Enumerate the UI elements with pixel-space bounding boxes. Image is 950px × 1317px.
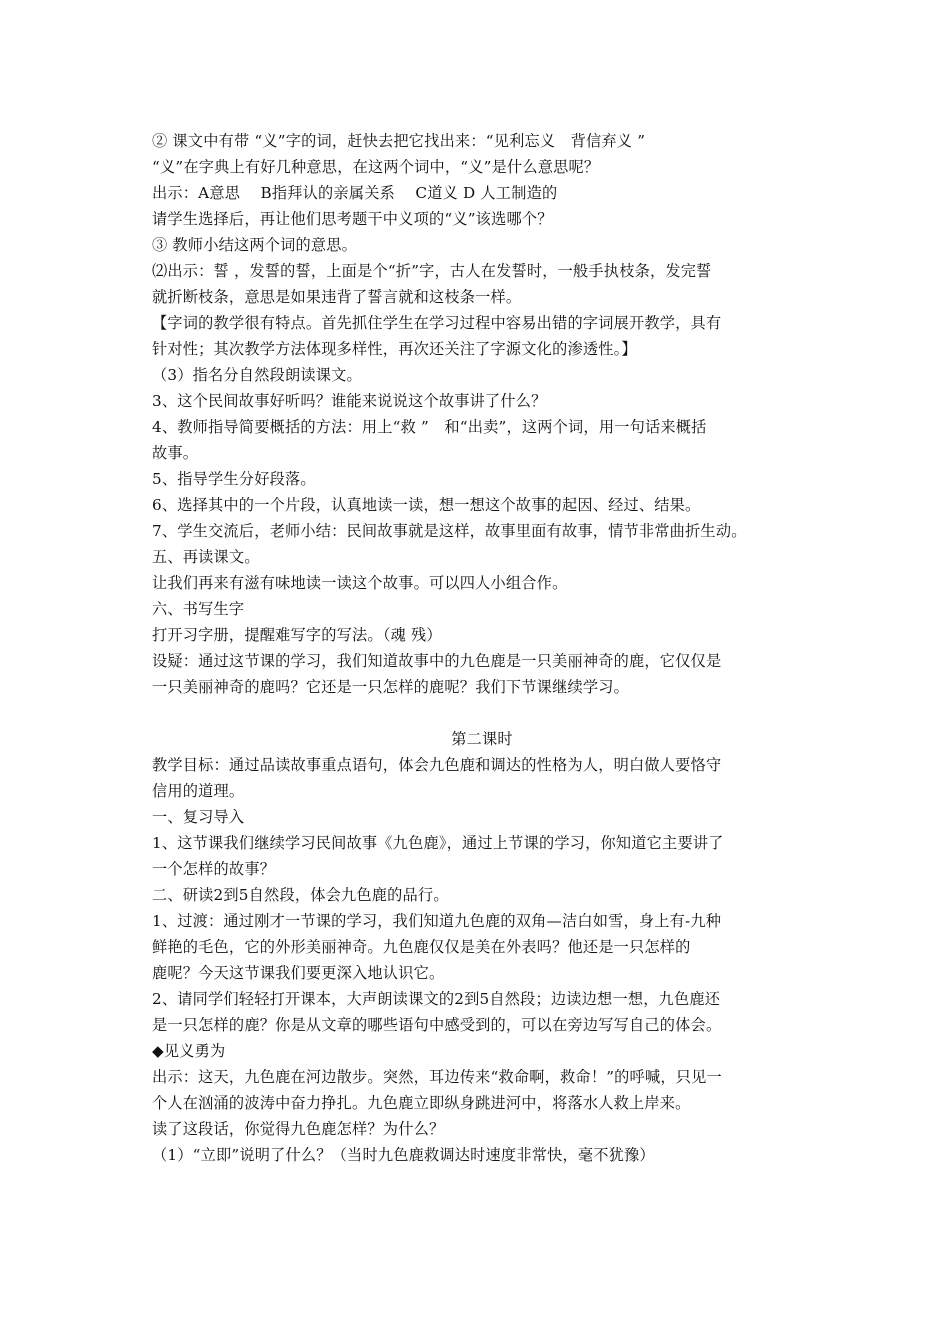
section-title: 第二课时	[451, 730, 513, 748]
text-line: （1）“立即”说明了什么？（当时九色鹿救调达时速度非常快，毫不犹豫）	[152, 1146, 655, 1164]
text-line: 一只美丽神奇的鹿吗？它还是一只怎样的鹿呢？我们下节课继续学习。	[152, 678, 630, 696]
text-line: 2、请同学们轻轻打开课本，大声朗读课文的2到5自然段；边读边想一想，九色鹿还	[152, 990, 721, 1008]
lesson-one-continuation	[152, 128, 812, 700]
text-line: 信用的道理。	[152, 782, 245, 800]
text-line: ② 课文中有带 “义”字的词，赶快去把它找出来：“见利忘义 背信弃义 ”	[152, 132, 646, 150]
text-line: 设疑：通过这节课的学习，我们知道故事中的九色鹿是一只美丽神奇的鹿，它仅仅是	[152, 652, 722, 670]
text-line: ⑵出示：誓 ，发誓的誓，上面是个“折”字，古人在发誓时，一般手执枝条，发完誓	[152, 262, 712, 280]
text-line: 二、研读2到5自然段，体会九色鹿的品行。	[152, 886, 449, 904]
text-line: 一个怎样的故事？	[152, 860, 276, 878]
text-line: 鲜艳的毛色，它的外形美丽神奇。九色鹿仅仅是美在外表吗？他还是一只怎样的	[152, 938, 691, 956]
text-line: 出示：这天，九色鹿在河边散步。突然，耳边传来“救命啊，救命！”的呼喊，只见一	[152, 1068, 722, 1086]
text-line: 个人在汹涌的波涛中奋力挣扎。九色鹿立即纵身跳进河中，将落水人救上岸来。	[152, 1094, 691, 1112]
text-line: 是一只怎样的鹿？你是从文章的哪些语句中感受到的，可以在旁边写写自己的体会。	[152, 1016, 722, 1034]
text-line: 让我们再来有滋有味地读一读这个故事。可以四人小组合作。	[152, 574, 568, 592]
text-line: 读了这段话，你觉得九色鹿怎样？为什么？	[152, 1120, 445, 1138]
text-line: 1、过渡：通过刚才一节课的学习，我们知道九色鹿的双角—洁白如雪，身上有-九种	[152, 912, 722, 930]
text-line: 针对性；其次教学方法体现多样性，再次还关注了字源文化的渗透性。】	[152, 340, 637, 358]
text-line: ◆见义勇为	[152, 1042, 226, 1060]
text-line: 3、这个民间故事好听吗？谁能来说说这个故事讲了什么？	[152, 392, 547, 410]
text-line: 六、书写生字	[152, 600, 245, 618]
text-line: 五、再读课文。	[152, 548, 260, 566]
text-line: 请学生选择后，再让他们思考题干中义项的“义”该选哪个？	[152, 210, 553, 228]
text-line: 出示：A意思 B指拜认的亲属关系 C道义 D 人工制造的	[152, 184, 558, 202]
lesson-two-content	[152, 752, 812, 1168]
text-line: “义”在字典上有好几种意思，在这两个词中，“义”是什么意思呢？	[152, 158, 600, 176]
text-line: 5、指导学生分好段落。	[152, 470, 316, 488]
text-line: 4、教师指导简要概括的方法：用上“救 ” 和“出卖”，这两个词，用一句话来概括	[152, 418, 707, 436]
text-line: 鹿呢？今天这节课我们要更深入地认识它。	[152, 964, 445, 982]
text-line: 7、学生交流后，老师小结：民间故事就是这样，故事里面有故事，情节非常曲折生动。	[152, 522, 747, 540]
text-line: 一、复习导入	[152, 808, 245, 826]
text-line: 1、这节课我们继续学习民间故事《九色鹿》，通过上节课的学习，你知道它主要讲了	[152, 834, 724, 852]
text-line: （3）指名分自然段朗读课文。	[152, 366, 362, 384]
section-gap	[152, 700, 812, 726]
text-line: 教学目标：通过品读故事重点语句，体会九色鹿和调达的性格为人，明白做人要恪守	[152, 756, 722, 774]
text-line: 打开习字册，提醒难写字的写法。（魂 残）	[152, 626, 442, 644]
text-line: 就折断枝条，意思是如果违背了誓言就和这枝条一样。	[152, 288, 522, 306]
text-line: 【字词的教学很有特点。首先抓住学生在学习过程中容易出错的字词展开教学，具有	[152, 314, 722, 332]
text-line: 6、选择其中的一个片段，认真地读一读，想一想这个故事的起因、经过、结果。	[152, 496, 701, 514]
text-line: 故事。	[152, 444, 199, 462]
text-line: ③ 教师小结这两个词的意思。	[152, 236, 358, 254]
document-page	[152, 128, 812, 1168]
